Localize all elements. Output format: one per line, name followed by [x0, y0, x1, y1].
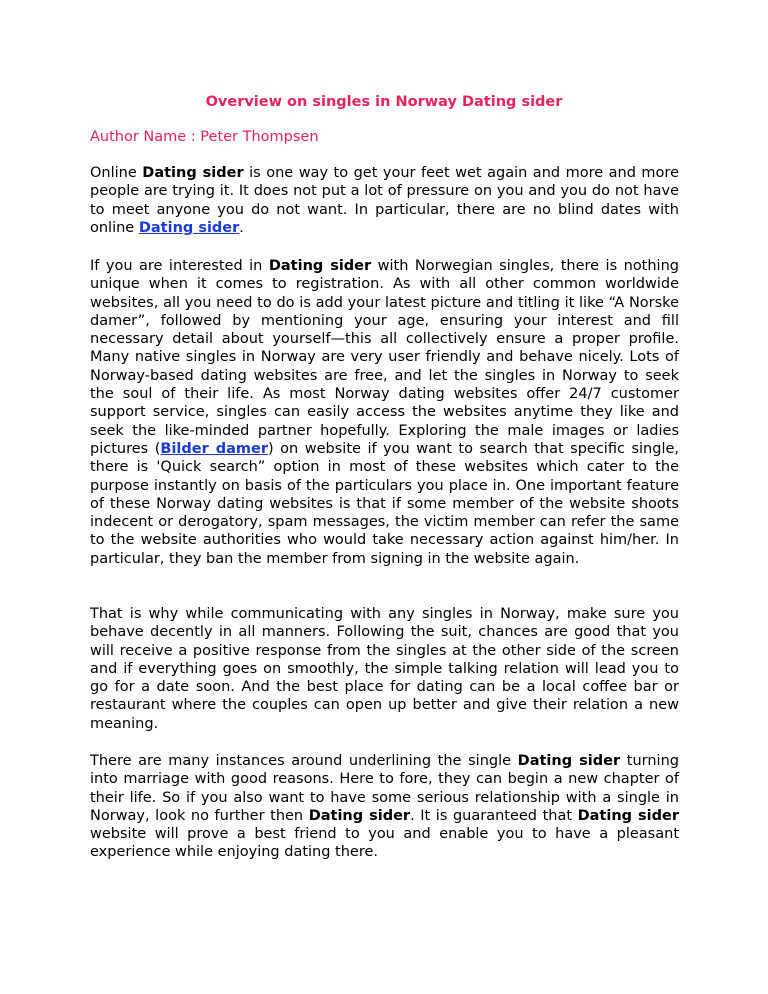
page-title: Overview on singles in Norway Dating sider: [205, 94, 563, 110]
text-segment: website will prove a best friend to you and enable you to have a pleasant experience while enjoying dating there.: [90, 826, 679, 861]
author-line: Author Name : Peter Thompsen: [90, 129, 319, 145]
paragraph-2: [90, 257, 679, 568]
paragraph-1: [90, 164, 679, 237]
bold-keyword: Dating sider: [268, 258, 372, 274]
text-segment: ) on website if you want to search that specific single, there is 'Quick search” option in most of these websites which cater to the purpose instantly on basis of the particulars you place in. One important feature of these Norway dating websites is that if some member of the website shoots indecent or derogatory, spam messages, the victim member can refer the same to the website authorities who would take necessary action against him/her. In particular, they ban the member from signing in the website again.: [90, 440, 680, 567]
bold-keyword: Dating sider: [142, 165, 244, 181]
text-segment: is one way to get your feet wet again and more and more people are trying it. It does not put a lot of pressure on you and you do not have to meet anyone you do not want. In particular, there are no blind dates with online: [90, 165, 679, 236]
bilder-damer-link[interactable]: Bilder damer: [160, 440, 268, 457]
text-segment: There are many instances around underlining the single: [90, 753, 518, 769]
text-segment: turning into marriage with good reasons. Here to fore, they can begin a new chapter of their life. So if you also want to have some serious relationship with a single in Norway, look no further then: [90, 753, 679, 824]
text-segment: .: [239, 219, 244, 236]
bold-keyword: Dating sider: [577, 807, 679, 824]
bold-keyword: Dating sider: [308, 807, 411, 824]
text-segment: . It is guaranteed that: [410, 807, 578, 824]
text-segment: Online: [90, 165, 143, 181]
dating-sider-link[interactable]: Dating sider: [138, 219, 240, 236]
paragraph-3: [90, 605, 679, 733]
text-segment: with Norwegian singles, there is nothing unique when it comes to registration. As with all other common worldwide websites, all you need to do is add your latest picture and titling it like “A Norske damer”, followed by mentioning your age, ensuring your interest and fill necessary detail about yourself—this all collectively ensure a proper profile. Many native singles in Norway are very user friendly and behave nicely. Lots of Norway-based dating websites are free, and let the singles in Norway to seek the soul of their life. As most Norway dating websites offer 24/7 customer support service, singles can easily access the websites anytime they like and seek the like-minded partner hopefully. Exploring the male images or ladies pictures (: [90, 258, 679, 457]
paragraph-4: [90, 752, 679, 862]
text-segment: That is why while communicating with any singles in Norway, make sure you behave decently in all manners. Following the suit, chances are good that you will receive a positive response from the singles at the other side of the screen and if everything goes on smoothly, the simple talking relation will lead you to go for a date soon. And the best place for dating can be a local coffee bar or restaurant where the couples can open up better and give their relation a new meaning.: [90, 606, 679, 732]
text-segment: If you are interested in: [90, 258, 269, 274]
bold-keyword: Dating sider: [517, 753, 621, 769]
